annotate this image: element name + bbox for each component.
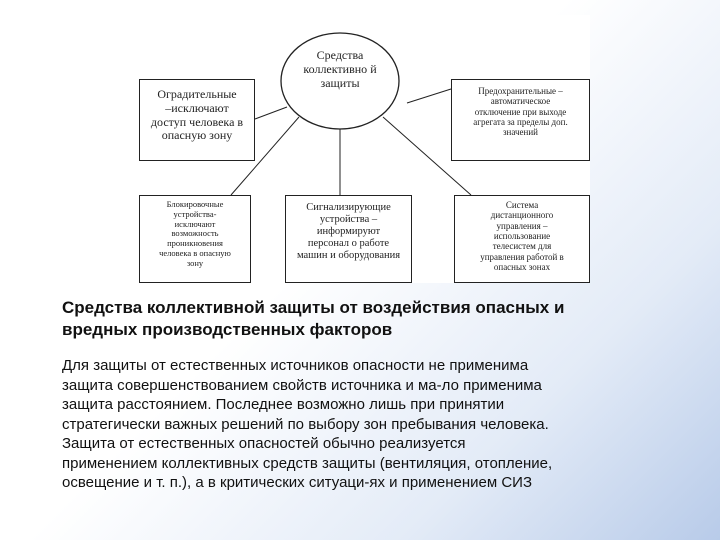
box-safety-line-5: значений [503,127,538,138]
box-safety-line-1: Предохранительные – [478,86,563,96]
box-remote-line-6: управления работой в [480,251,564,262]
box-fencing-line-1: Оградительные [157,87,237,101]
box-interlocking [139,195,251,283]
body-line-2: защита совершенствованием свойств источника и ма-ло применима [62,376,542,394]
center-line-3: й защиты [320,61,377,90]
slide-title [62,297,682,341]
connector-left-top [255,107,287,119]
box-signal-line-5: машин и оборудования [296,250,401,262]
body-line-3: защита расстоянием. Последнее возможно лишь при принятии [62,396,505,413]
diagram-figure [139,15,590,283]
body-line-4: стратегически важных решений по выбору зон пребывания человека. [62,415,549,433]
box-remote-control [454,195,590,283]
box-interlock-line-1: Блокировочные [166,199,224,209]
box-remote-line-2: дистанционного [490,210,554,221]
slide-title-line-1: Средства коллективной защиты от воздействия опасных и [62,298,565,317]
box-fencing-line-4: опасную зону [161,128,233,143]
box-interlock-line-2: устройства- [173,208,217,219]
box-remote-line-4: использование [493,231,551,242]
slide-body [62,356,682,493]
body-line-7: освещение и т. п.), а в критических ситуаци-ях и применением СИЗ [62,474,533,491]
box-fencing-line-3: доступ человека в [150,114,244,129]
body-line-6: применением коллективных средств защиты (вентиляция, отопление, [62,454,553,472]
box-signal-line-3: информируют [316,226,381,238]
box-interlock-line-6: человека в опасную [159,247,231,258]
box-signal-line-2: устройства – [319,214,378,226]
center-line-1: Средства [316,48,364,62]
box-remote-line-3: управления – [496,220,548,231]
box-fencing-line-2: –исключают [165,100,229,115]
body-line-5: Защита от естественных опасностей обычно реализуется [62,435,466,452]
slide-title-line-2: вредных производственных факторов [62,320,393,340]
box-interlock-line-7: зону [186,257,204,268]
box-fencing [139,79,255,161]
box-interlock-line-5: проникновения [167,238,223,249]
box-remote-line-7: опасных зонах [493,262,551,273]
box-signal-line-4: персонал о работе [307,238,390,250]
box-interlock-line-3: исключают [174,218,216,229]
box-remote-line-5: телесистем для [492,241,552,252]
center-line-2: коллективно [303,61,368,76]
box-safety-devices [451,79,590,161]
box-safety-line-4: агрегата за пределы доп. [473,117,568,128]
box-signaling [285,195,412,283]
box-signal-line-1: Сигнализирующие [306,202,391,213]
box-remote-line-1: Система [505,200,539,210]
box-safety-line-2: автоматическое [490,96,551,107]
connector-right-top [407,89,451,103]
center-ellipse-label [287,49,393,90]
body-line-1: Для защиты от естественных источников опасности не применима [62,357,529,374]
box-safety-line-3: отключение при выходе [474,106,567,117]
box-interlock-line-4: возможность [171,228,219,239]
